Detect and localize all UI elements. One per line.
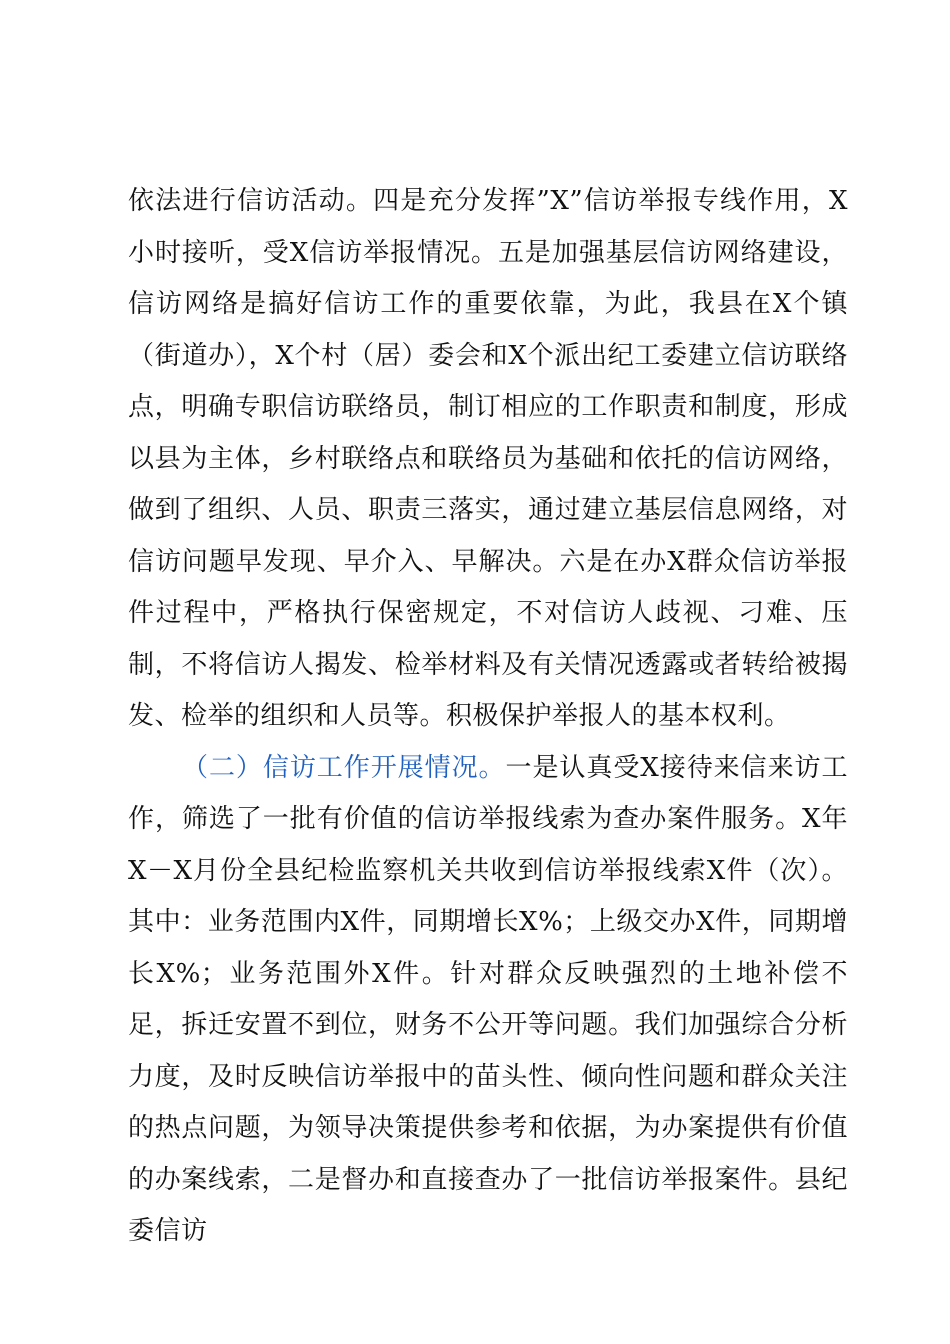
paragraph-section-two bbox=[128, 743, 848, 1258]
document-body bbox=[128, 176, 848, 1258]
section-body: 一是认真受X接待来信来访工作，筛选了一批有价值的信访举报线索为查办案件服务。X年X－X月份全县纪检监察机关共收到信访举报线索X件（次）。其中：业务范围内X件，同期增长X%；上级交办X件，同期增长X%；业务范围外X件。针对群众反映强烈的土地补偿不足，拆迁安置不到位，财务不公开等问题。我们加强综合分析力度，及时反映信访举报中的苗头性、倾向性问题和群众关注的热点问题，为领导决策提供参考和依据，为办案提供有价值的办案线索，二是督办和直接查办了一批信访举报案件。县纪委信访 bbox=[128, 752, 848, 1246]
paragraph-continuation: 依法进行信访活动。四是充分发挥”X”信访举报专线作用，X小时接听，受X信访举报情况。五是加强基层信访网络建设，信访网络是搞好信访工作的重要依靠，为此，我县在X个镇（街道办），X个村（居）委会和X个派出纪工委建立信访联络点，明确专职信访联络员，制订相应的工作职责和制度，形成以县为主体，乡村联络点和联络员为基础和依托的信访网络，做到了组织、人员、职责三落实，通过建立基层信息网络，对信访问题早发现、早介入、早解决。六是在办X群众信访举报件过程中，严格执行保密规定，不对信访人歧视、刁难、压制，不将信访人揭发、检举材料及有关情况透露或者转给被揭发、检举的组织和人员等。积极保护举报人的基本权利。 bbox=[128, 186, 848, 731]
section-heading: （二）信访工作开展情况。 bbox=[182, 752, 506, 783]
